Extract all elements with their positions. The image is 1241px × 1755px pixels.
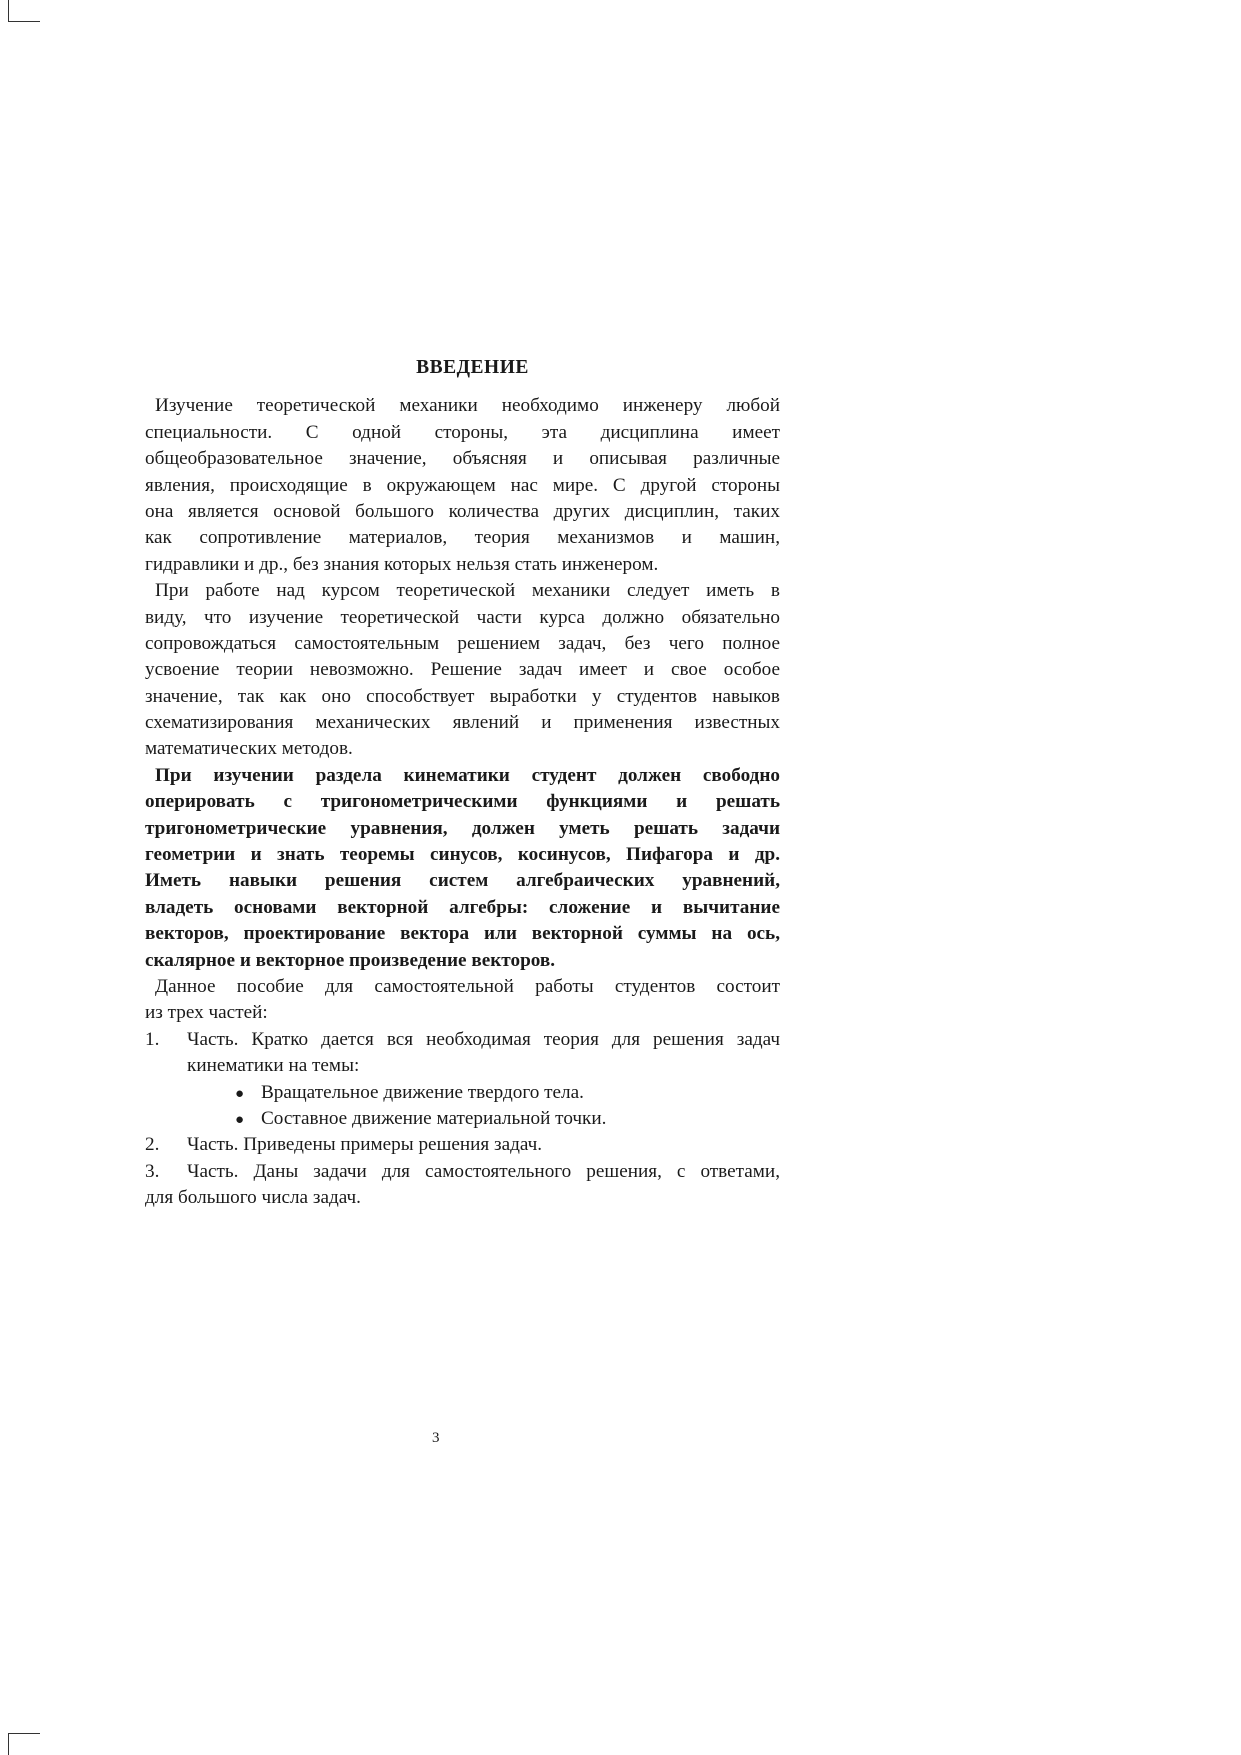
- document-body: [145, 355, 780, 1212]
- parts-list: [145, 1027, 780, 1212]
- text-line: [145, 446, 780, 472]
- text-line: [145, 868, 780, 894]
- crop-mark-top-horizontal: [8, 21, 40, 22]
- text-line: [145, 1053, 780, 1079]
- text-line: [145, 1000, 780, 1026]
- line-text: гидравлики и др., без знания которых нельзя стать инженером.: [145, 553, 659, 575]
- line-text: тригонометрические уравнения, должен уметь решать задачи: [145, 817, 780, 839]
- list-number: 2.: [145, 1134, 160, 1156]
- bullet-item: [145, 1106, 780, 1132]
- text-line: [145, 578, 780, 604]
- text-line: [145, 552, 780, 578]
- line-text: оперировать с тригонометрическими функциями и решать: [145, 791, 780, 813]
- line-text: схематизирования механических явлений и применения известных: [145, 712, 780, 734]
- crop-mark-top-vertical: [8, 0, 9, 22]
- line-text: Часть. Кратко дается вся необходимая теория для решения задач: [187, 1028, 780, 1050]
- line-text: Часть. Даны задачи для самостоятельного решения, с ответами,: [187, 1160, 780, 1182]
- list-number: 3.: [145, 1160, 160, 1182]
- line-text: скалярное и векторное произведение векторов.: [145, 949, 556, 971]
- line-text: явления, происходящие в окружающем нас мире. С другой стороны: [145, 474, 780, 496]
- page-title: ВВЕДЕНИЕ: [416, 357, 529, 378]
- line-text: для большого числа задач.: [145, 1187, 361, 1209]
- text-line: [145, 816, 780, 842]
- text-line: [145, 763, 780, 789]
- line-text: из трех частей:: [145, 1002, 268, 1024]
- line-text: математических методов.: [145, 738, 353, 760]
- line-text: специальности. С одной стороны, эта дисциплина имеет: [145, 421, 780, 443]
- text-line: [145, 948, 780, 974]
- list-number: 1.: [145, 1028, 160, 1050]
- paragraph-course-work: [145, 578, 780, 763]
- line-text: При работе над курсом теоретической механики следует иметь в: [155, 580, 780, 602]
- line-text: усвоение теории невозможно. Решение задач имеет и свое особое: [145, 659, 780, 681]
- line-text: Данное пособие для самостоятельной работы студентов состоит: [155, 976, 780, 997]
- bullet-text: Составное движение материальной точки.: [261, 1107, 607, 1129]
- paragraph-requirements: [145, 763, 780, 974]
- bullet-item: [145, 1080, 780, 1106]
- text-line: [145, 657, 780, 683]
- text-line: [145, 525, 780, 551]
- text-line: [145, 895, 780, 921]
- text-line: [145, 710, 780, 736]
- line-text: как сопротивление материалов, теория механизмов и машин,: [145, 527, 780, 549]
- bullet-text: Вращательное движение твердого тела.: [261, 1081, 584, 1103]
- paragraph-structure: [145, 974, 780, 1027]
- line-text: Часть. Приведены примеры решения задач.: [187, 1134, 543, 1156]
- line-text: геометрии и знать теоремы синусов, косинусов, Пифагора и др.: [145, 844, 780, 866]
- line-text: она является основой большого количества других дисциплин, таких: [145, 500, 780, 522]
- line-text: Иметь навыки решения систем алгебраических уравнений,: [145, 870, 780, 892]
- text-line: [145, 921, 780, 947]
- text-line: [145, 393, 780, 419]
- line-text: общеобразовательное значение, объясняя и описывая различные: [145, 448, 780, 470]
- text-line: [145, 631, 780, 657]
- list-item: [145, 1132, 780, 1158]
- list-item: [145, 1159, 780, 1185]
- page-number: 3: [432, 1430, 440, 1446]
- text-line: [145, 420, 780, 446]
- list-item: [145, 1027, 780, 1053]
- text-line: [145, 974, 780, 1000]
- line-text: сопровождаться самостоятельным решением задач, без чего полное: [145, 632, 780, 654]
- text-line: [145, 736, 780, 762]
- line-text: кинематики на темы:: [187, 1055, 360, 1077]
- line-text: векторов, проектирование вектора или векторной суммы на ось,: [145, 923, 780, 945]
- bullet-icon: ●: [235, 1111, 245, 1128]
- line-text: Изучение теоретической механики необходимо инженеру любой: [155, 395, 780, 417]
- line-text: При изучении раздела кинематики студент должен свободно: [155, 764, 780, 786]
- text-line: [145, 605, 780, 631]
- crop-mark-bottom-horizontal: [8, 1733, 40, 1734]
- text-line: [145, 684, 780, 710]
- text-line: [145, 499, 780, 525]
- text-line: [145, 789, 780, 815]
- crop-mark-bottom-vertical: [8, 1733, 9, 1755]
- line-text: владеть основами векторной алгебры: сложение и вычитание: [145, 896, 780, 918]
- line-text: виду, что изучение теоретической части курса должно обязательно: [145, 606, 780, 628]
- bullet-icon: ●: [235, 1085, 245, 1102]
- text-line: [145, 1185, 780, 1211]
- text-line: [145, 842, 780, 868]
- paragraph-intro: [145, 393, 780, 578]
- text-line: [145, 473, 780, 499]
- line-text: значение, так как оно способствует выработки у студентов навыков: [145, 685, 780, 707]
